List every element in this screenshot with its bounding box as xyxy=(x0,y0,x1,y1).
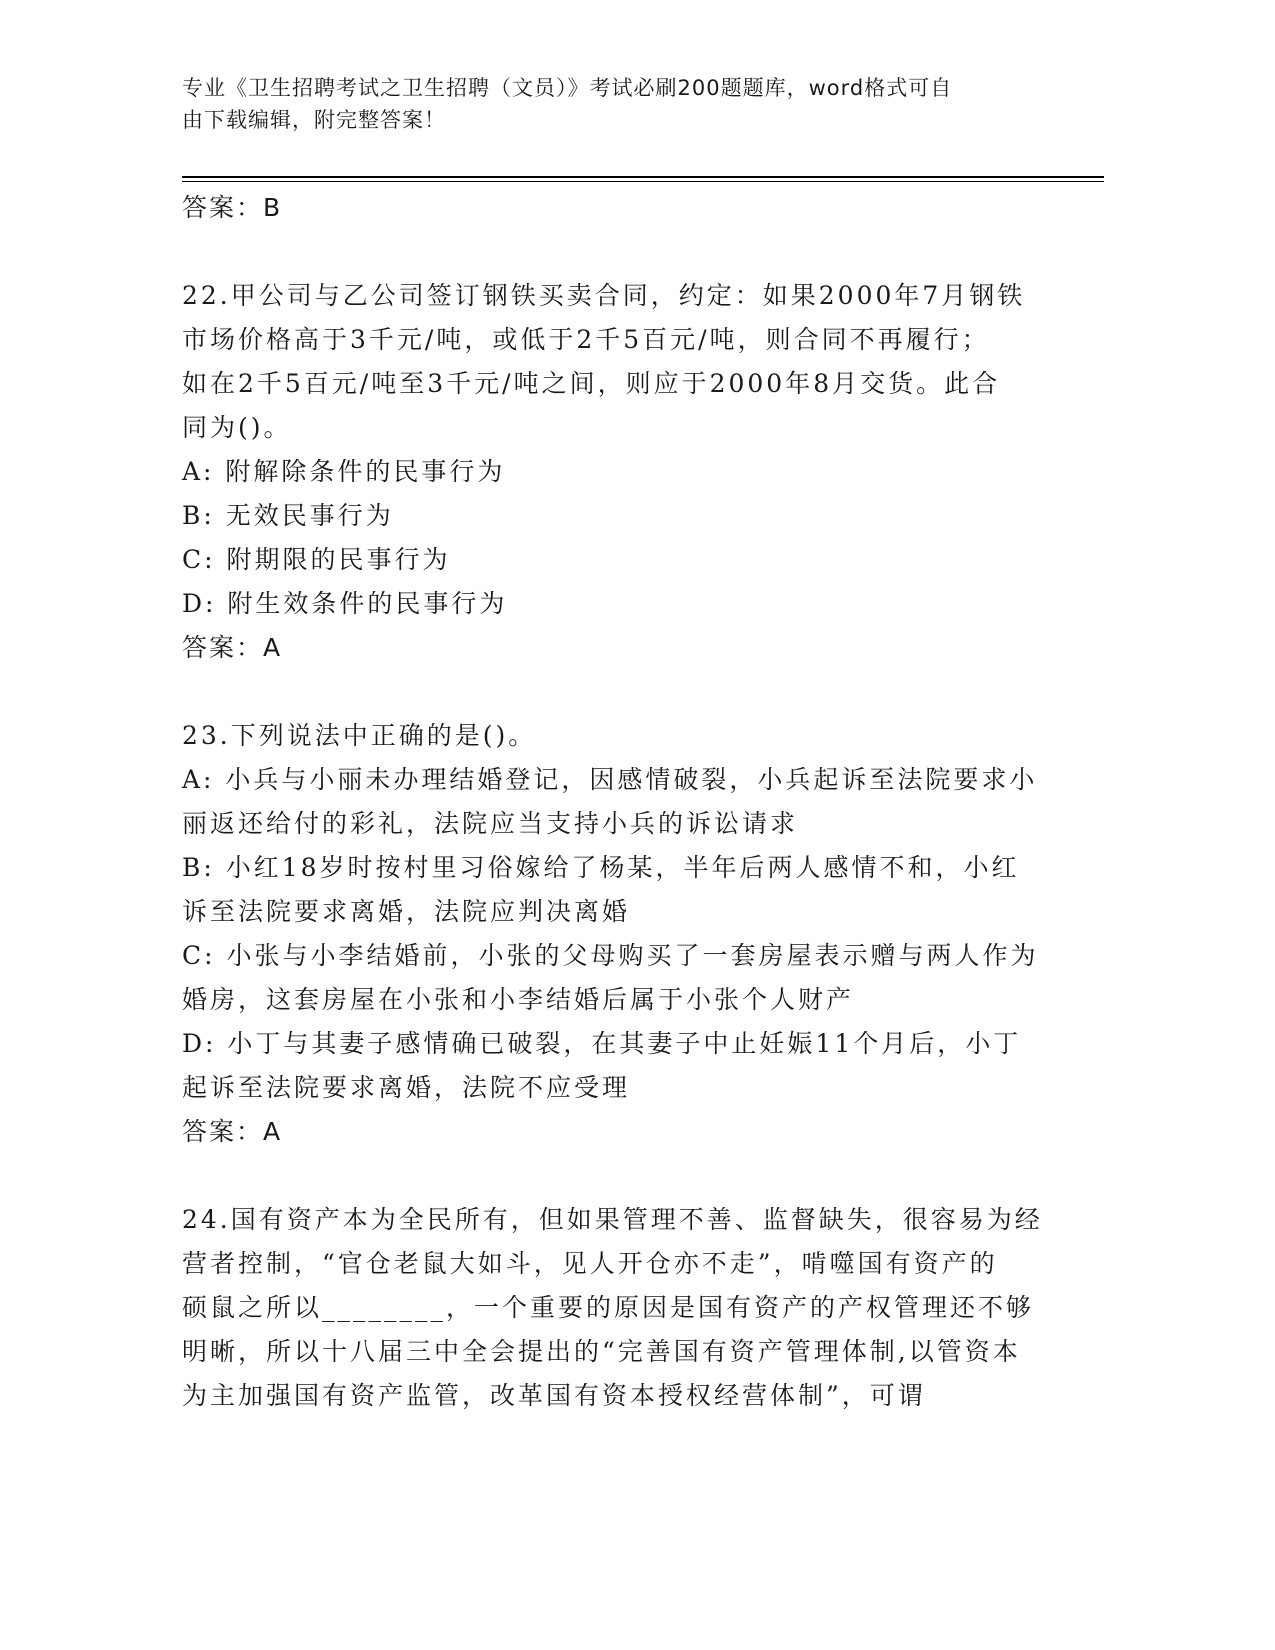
question-text-line: 市场价格高于3千元/吨，或低于2千5百元/吨，则合同不再履行； xyxy=(182,325,990,354)
option-a-continued: 丽返还给付的彩礼，法院应当支持小兵的诉讼请求 xyxy=(182,809,799,838)
answer-line: 答案：A xyxy=(182,1117,283,1146)
option-c: C: 小张与小李结婚前，小张的父母购买了一套房屋表示赠与两人作为 xyxy=(182,941,1039,970)
option-d: D: 附生效条件的民事行为 xyxy=(182,589,508,618)
option-a: A: 小兵与小丽未办理结婚登记，因感情破裂，小兵起诉至法院要求小 xyxy=(182,765,1038,794)
header-rule-thick xyxy=(182,176,1104,178)
option-b-continued: 诉至法院要求离婚，法院应判决离婚 xyxy=(182,897,631,926)
header-line-2: 由下载编辑，附完整答案！ xyxy=(182,108,446,132)
option-b: B: 小红18岁时按村里习俗嫁给了杨某，半年后两人感情不和，小红 xyxy=(182,853,1020,882)
question-text-line: 22.甲公司与乙公司签订钢铁买卖合同，约定：如果2000年7月钢铁 xyxy=(182,281,1026,310)
header-rule-thin xyxy=(182,181,1104,182)
option-a: A: 附解除条件的民事行为 xyxy=(182,457,506,486)
header-line-1: 专业《卫生招聘考试之卫生招聘（文员）》考试必刷200题题库，word格式可自 xyxy=(182,76,953,100)
question-text-line: 明晰，所以十八届三中全会提出的“完善国有资产管理体制,以管资本 xyxy=(182,1337,1021,1366)
question-text-line: 营者控制，“官仓老鼠大如斗，见人开仓亦不走”，啃噬国有资产的 xyxy=(182,1249,998,1278)
option-b: B: 无效民事行为 xyxy=(182,501,394,530)
option-d: D: 小丁与其妻子感情确已破裂，在其妻子中止妊娠11个月后，小丁 xyxy=(182,1029,1022,1058)
question-text-line: 同为()。 xyxy=(182,413,292,442)
question-24 xyxy=(182,1198,1042,1418)
question-text-line: 硕鼠之所以________，一个重要的原因是国有资产的产权管理还不够 xyxy=(182,1293,1035,1322)
question-text-line: 23.下列说法中正确的是()。 xyxy=(182,721,537,750)
document-header xyxy=(182,72,1042,136)
document-body xyxy=(182,186,1042,1418)
question-text-line: 为主加强国有资产监管，改革国有资本授权经营体制”，可谓 xyxy=(182,1381,926,1410)
option-d-continued: 起诉至法院要求离婚，法院不应受理 xyxy=(182,1073,631,1102)
question-22 xyxy=(182,274,1042,670)
answer-line: 答案：B xyxy=(182,193,283,222)
option-c: C: 附期限的民事行为 xyxy=(182,545,451,574)
question-text-line: 如在2千5百元/吨至3千元/吨之间，则应于2000年8月交货。此合 xyxy=(182,369,1001,398)
question-23 xyxy=(182,714,1042,1154)
question-text-line: 24.国有资产本为全民所有，但如果管理不善、监督缺失，很容易为经 xyxy=(182,1205,1043,1234)
option-c-continued: 婚房，这套房屋在小张和小李结婚后属于小张个人财产 xyxy=(182,985,855,1014)
answer-line: 答案：A xyxy=(182,633,283,662)
